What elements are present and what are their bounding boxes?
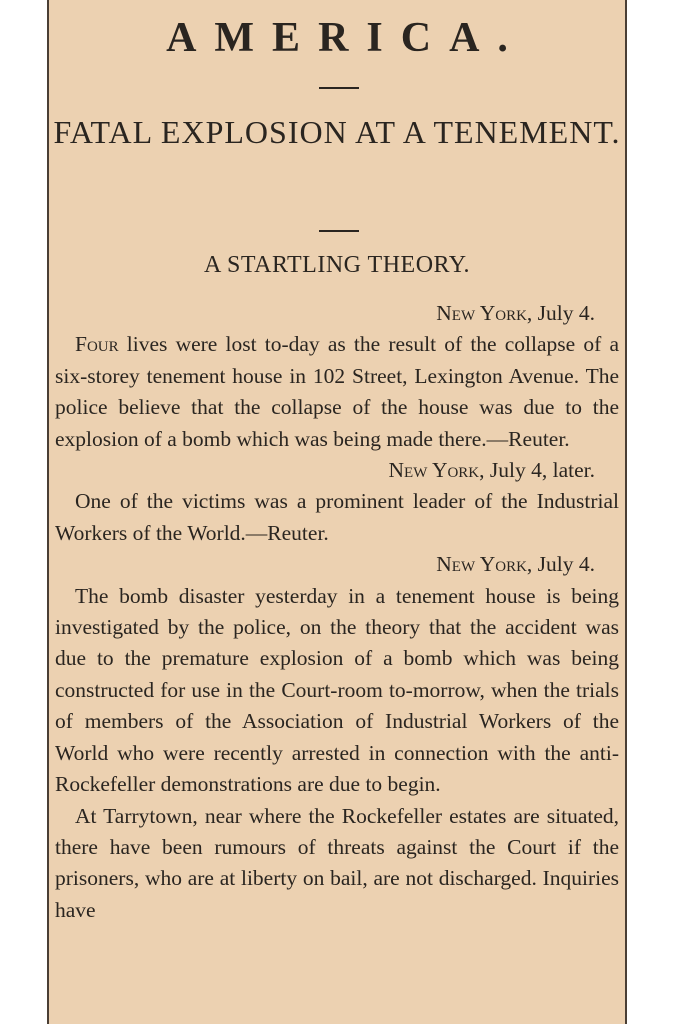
- dateline-date: July 4.: [532, 552, 595, 577]
- heading-divider: [319, 87, 359, 89]
- headline-divider: [319, 230, 359, 232]
- paragraph-text: At Tarrytown, near where the Rockefeller estates are situated, there have been rumours of threats against the Court if the prisoners, who are at liberty on bail, are not discharged. Inquiries have: [55, 803, 619, 922]
- dateline: [55, 549, 619, 580]
- paragraph: [55, 581, 619, 801]
- dateline: [55, 455, 619, 486]
- dateline-place: New York,: [436, 552, 533, 577]
- paragraph: [55, 329, 619, 455]
- paragraph-text: The bomb disaster yesterday in a tenement house is being investigated by the police, on the theory that the accident was due to the premature explosion of a bomb which was being constructed for use in the Court-room to-morrow, when the trials of members of the Association of Industrial Workers of the World who were recently arrested in connection with the anti-Rockefeller demonstrations are due to begin.: [55, 583, 619, 797]
- newspaper-column: [47, 0, 627, 1024]
- subheadline: A STARTLING THEORY.: [204, 252, 470, 278]
- paragraph-text: One of the victims was a prominent leader of the Industrial Workers of the World.—Reuter.: [55, 489, 619, 545]
- dateline: [55, 298, 619, 329]
- dateline-date: July 4, later.: [484, 458, 595, 483]
- paragraph: [55, 486, 619, 549]
- paragraph-text: lives were lost to-day as the result of the collapse of a six-storey tenement house in 102 Street, Lexington Avenue. The police believe that the collapse of the house was due to the explosion of a bomb which was being made there.—Reuter.: [55, 332, 619, 451]
- dateline-place: New York,: [436, 301, 533, 325]
- dateline-place: New York,: [388, 458, 485, 483]
- section-title: AMERICA.: [166, 15, 526, 61]
- paragraph-lead-word: Four: [75, 332, 119, 357]
- dateline-date: July 4.: [532, 301, 595, 325]
- paragraph: [55, 801, 619, 927]
- headline: FATAL EXPLOSION AT A TENEMENT.: [53, 114, 621, 150]
- article-body: [55, 298, 619, 926]
